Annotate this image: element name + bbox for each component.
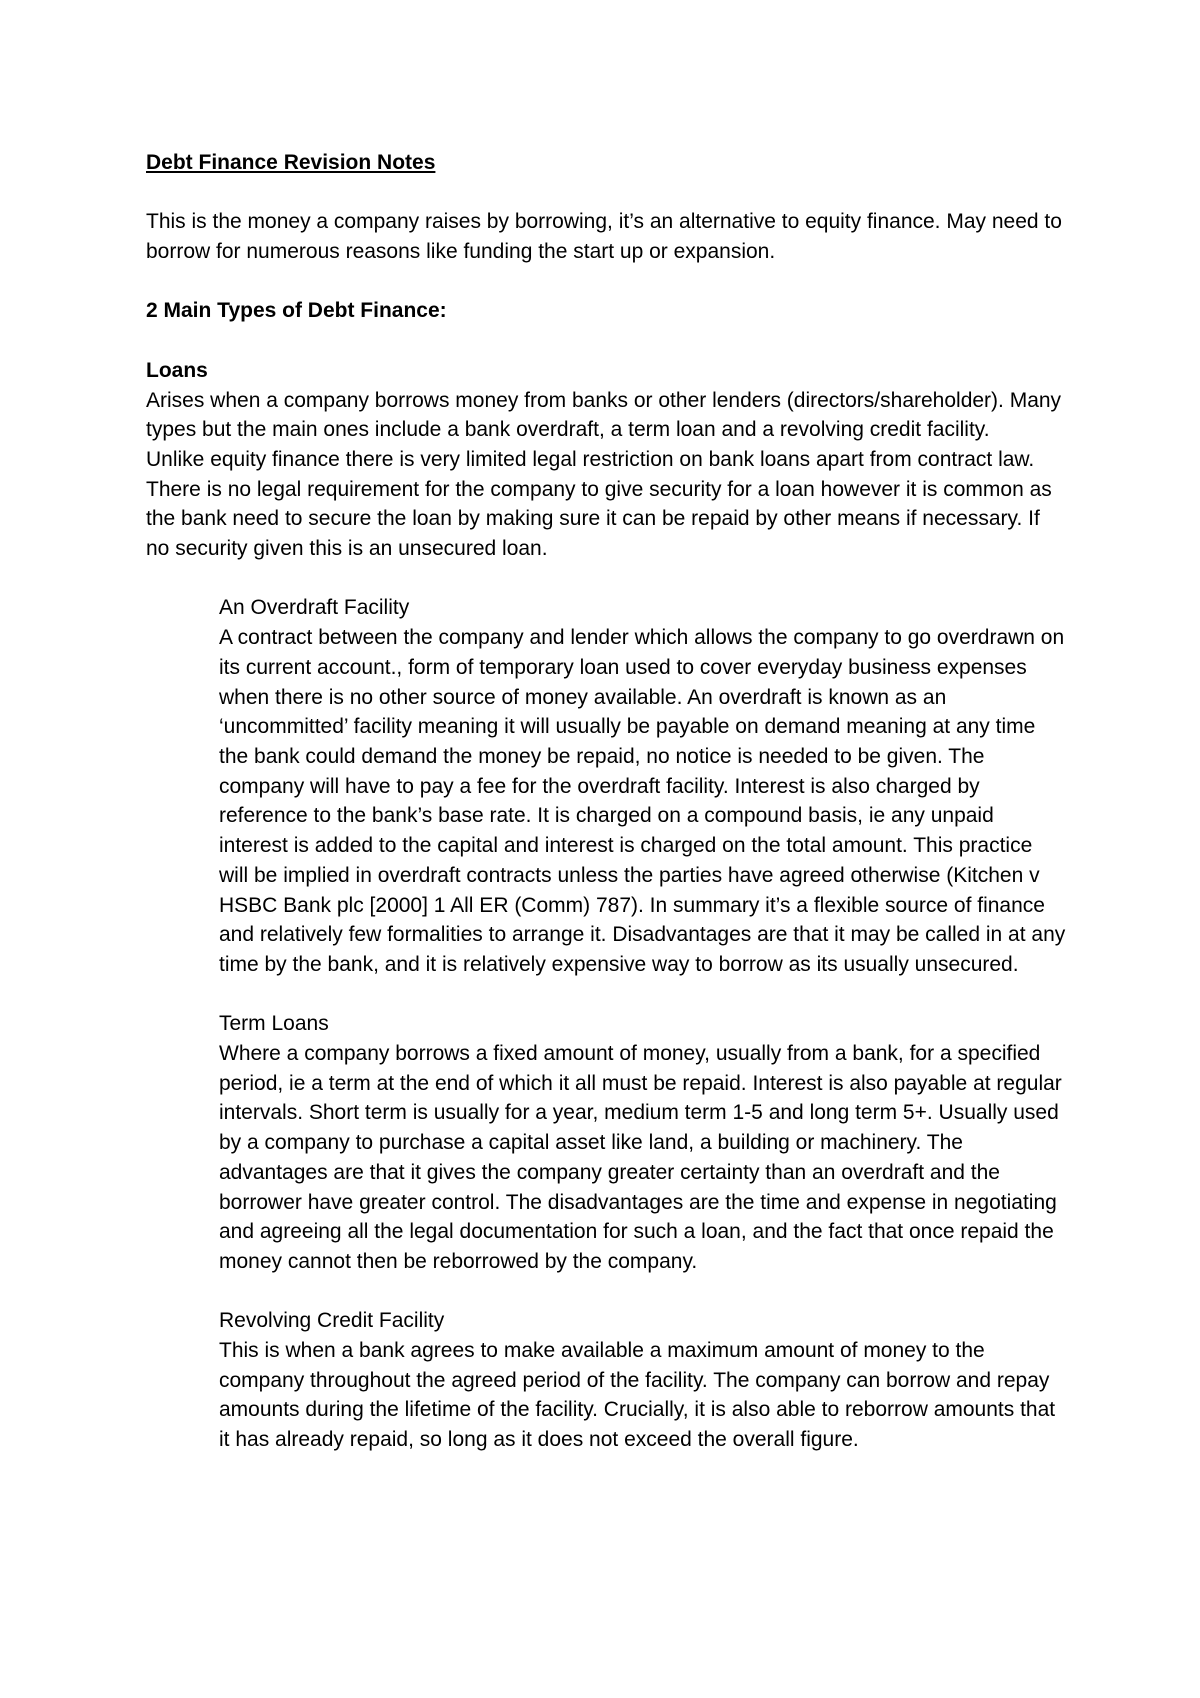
spacer	[146, 326, 1066, 356]
overdraft-heading: An Overdraft Facility	[219, 596, 410, 620]
overdraft-body: A contract between the company and lender which allows the company to go overdrawn on its current account., form of temporary loan used to cover everyday business expenses when there is no other source of money available. An overdraft is known as an ‘uncommitted’ facility meaning it will usually be payable on demand meaning at any time the bank could demand the money be repaid, no notice is needed to be given. The company will have to pay a fee for the overdraft facility. Interest is also charged by reference to the bank’s base rate. It is charged on a compound basis, ie any unpaid interest is added to the capital and interest is charged on the total amount. This practice will be implied in overdraft contracts unless the parties have agreed otherwise (Kitchen v HSBC Bank plc [2000] 1 All ER (Comm) 787). In summary it’s a flexible source of finance and relatively few formalities to arrange it. Disadvantages are that it may be called in at any time by the bank, and it is relatively expensive way to borrow as its usually unsecured.	[219, 626, 1066, 976]
revolving-credit-body: This is when a bank agrees to make available a maximum amount of money to the company throughout the agreed period of the facility. The company can borrow and repay amounts during the lifetime of the facility. Crucially, it is also able to reborrow amounts that it has already repaid, so long as it does not exceed the overall figure.	[219, 1339, 1056, 1452]
revolving-credit-heading: Revolving Credit Facility	[219, 1309, 445, 1333]
spacer	[146, 267, 1066, 297]
loans-paragraph-2: Unlike equity finance there is very limited legal restriction on bank loans apart from contract law. There is no legal requirement for the company to give security for a loan however it is common as the bank need to secure the loan by making sure it can be repaid by other means if necessary. If no security given this is an unsecured loan.	[146, 447, 1052, 561]
document-body	[146, 148, 1066, 1455]
intro-paragraph: This is the money a company raises by borrowing, it’s an alternative to equity finance. May need to borrow for numerous reasons like funding the start up or expansion.	[146, 210, 1062, 264]
term-loans-body: Where a company borrows a fixed amount of money, usually from a bank, for a specified period, ie a term at the end of which it all must be repaid. Interest is also payable at regular intervals. Short term is usually for a year, medium term 1-5 and long term 5+. Usually used by a company to purchase a capital asset like land, a building or machinery. The advantages are that it gives the company greater certainty than an overdraft and the borrower have greater control. The disadvantages are the time and expense in negotiating and agreeing all the legal documentation for such a loan, and the fact that once repaid the money cannot then be reborrowed by the company.	[219, 1042, 1062, 1273]
spacer	[219, 1277, 1066, 1307]
spacer	[219, 980, 1066, 1010]
overdraft-section	[146, 593, 1066, 1454]
spacer	[146, 178, 1066, 208]
loans-paragraph-1: Arises when a company borrows money from banks or other lenders (directors/shareholder). Many types but the main ones include a bank overdraft, a term loan and a revolving credit facility.	[146, 388, 1062, 442]
document-title: Debt Finance Revision Notes	[146, 151, 436, 174]
loans-heading: Loans	[146, 358, 208, 382]
term-loans-heading: Term Loans	[219, 1012, 329, 1036]
spacer	[146, 564, 1066, 594]
types-heading: 2 Main Types of Debt Finance:	[146, 299, 447, 323]
